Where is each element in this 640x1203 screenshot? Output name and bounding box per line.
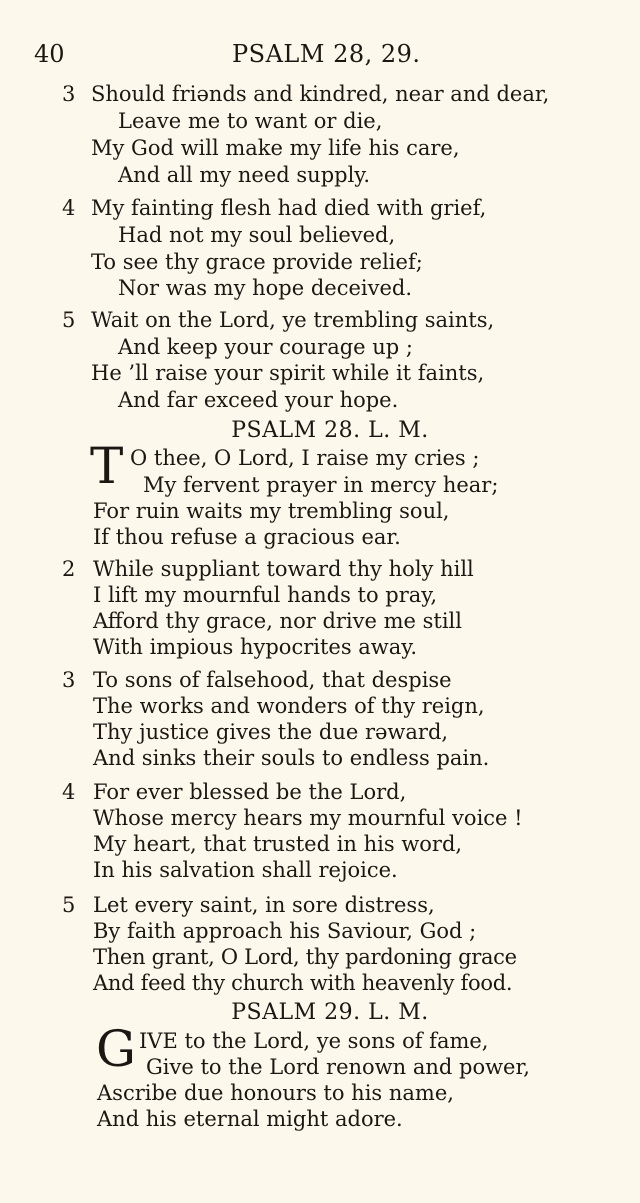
verse-line: My fainting flesh had died with grief, <box>91 196 487 220</box>
verse-number: 2 <box>62 557 76 581</box>
verse-line: Give to the Lord renown and power, <box>146 1055 530 1079</box>
verse-line: While suppliant toward thy holy hill <box>93 557 474 581</box>
verse-line: My God will make my life his care, <box>91 136 460 160</box>
drop-cap: T <box>90 437 124 495</box>
verse-line: Wait on the Lord, ye trembling saints, <box>91 308 495 332</box>
verse-line: In his salvation shall rejoice. <box>93 858 398 882</box>
verse-number: 3 <box>62 82 76 106</box>
verse-line: My heart, that trusted in his word, <box>93 832 463 856</box>
verse-line: Then grant, O Lord, thy pardoning grace <box>93 945 517 969</box>
verse-line: For ruin waits my trembling soul, <box>93 499 450 523</box>
verse-number: 5 <box>62 308 76 332</box>
verse-line: My fervent prayer in mercy hear; <box>143 473 499 497</box>
verse-line: Leave me to want or die, <box>118 109 383 133</box>
verse-line: And his eternal might adore. <box>97 1107 403 1131</box>
verse-line: IVE to the Lord, ye sons of fame, <box>139 1029 489 1053</box>
verse-line: Should friənds and kindred, near and dear, <box>91 82 550 106</box>
verse-line: Let every saint, in sore distress, <box>93 893 435 917</box>
verse-line: With impious hypocrites away. <box>93 635 418 659</box>
verse-line: Afford thy grace, nor drive me still <box>93 609 462 633</box>
verse-line: He ’ll raise your spirit while it faints, <box>91 361 485 385</box>
page-number: 40 <box>34 40 65 68</box>
running-head: PSALM 28, 29. <box>232 40 421 68</box>
verse-line: And far exceed your hope. <box>118 388 399 412</box>
verse-line: By faith approach his Saviour, God ; <box>93 919 477 943</box>
verse-line: I lift my mournful hands to pray, <box>93 583 438 607</box>
verse-line: Had not my soul believed, <box>118 223 396 247</box>
verse-number: 5 <box>62 893 76 917</box>
verse-line: Thy justice gives the due rəward, <box>93 720 449 744</box>
verse-number: 3 <box>62 668 76 692</box>
verse-line: The works and wonders of thy reign, <box>93 694 485 718</box>
psalm-title: PSALM 28. L. M. <box>231 418 429 443</box>
verse-line: And sinks their souls to endless pain. <box>93 746 490 770</box>
verse-line: Nor was my hope deceived. <box>118 276 413 300</box>
verse-line: And feed thy church with heavenly food. <box>93 971 513 995</box>
psalm-title: PSALM 29. L. M. <box>231 1000 429 1025</box>
verse-line: To see thy grace provide relief; <box>91 250 423 274</box>
verse-line: To sons of falsehood, that despise <box>93 668 452 692</box>
verse-line: And all my need supply. <box>118 163 371 187</box>
verse-line: If thou refuse a gracious ear. <box>93 525 401 549</box>
verse-line: O thee, O Lord, I raise my cries ; <box>130 446 480 470</box>
verse-line: Whose mercy hears my mournful voice ! <box>93 806 523 830</box>
drop-cap: G <box>96 1020 136 1078</box>
verse-line: For ever blessed be the Lord, <box>93 780 407 804</box>
verse-number: 4 <box>62 196 76 220</box>
verse-line: Ascribe due honours to his name, <box>97 1081 454 1105</box>
verse-number: 4 <box>62 780 76 804</box>
verse-line: And keep your courage up ; <box>118 335 414 359</box>
